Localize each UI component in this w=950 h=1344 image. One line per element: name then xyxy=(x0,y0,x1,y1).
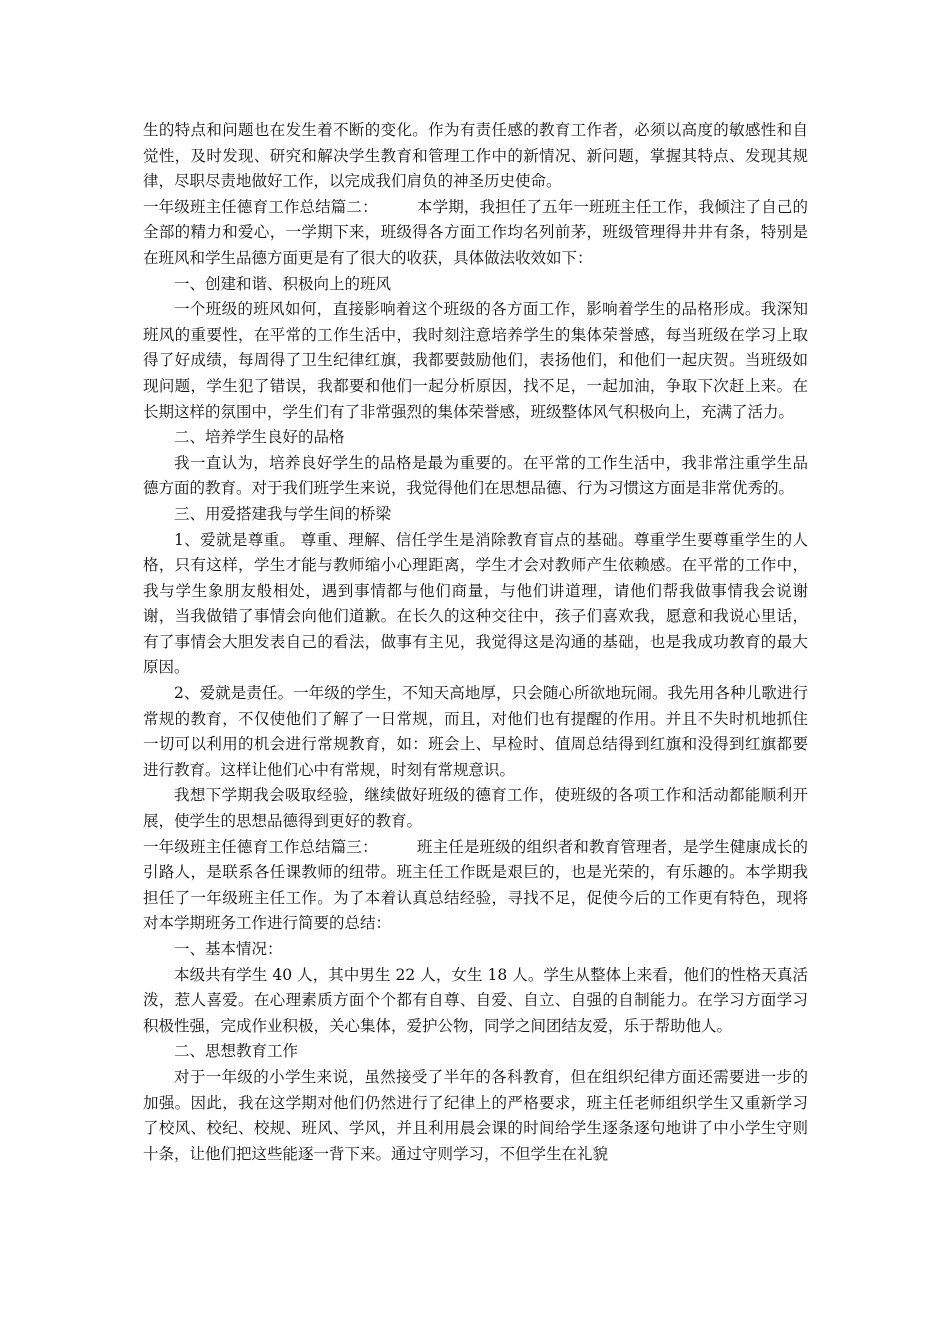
section-heading-character: 二、培养学生良好的品格 xyxy=(174,428,345,447)
paragraph-love-is-respect: 1、爱就是尊重。 尊重、理解、信任学生是消除教育盲点的基础。尊重学生要尊重学生的人格，只有这样，学生才能与教师缩小心理距离，学生才会对教师产生依赖感。在平常的工作中，我与学生象朋友般相处，遇到事情都与他们商量，与他们讲道理，请他们帮我做事情我会说谢谢，当我做错了事情会向他们道歉。在长久的这种交往中，孩子们喜欢我，愿意和我说心里话，有了事情会大胆发表自己的看法，做事有主见，我觉得这是沟通的基础，也是我成功教育的最大原因。 xyxy=(143,530,808,677)
paragraph-continuation: 生的特点和问题也在发生着不断的变化。作为有责任感的教育工作者，必须以高度的敏感性和自觉性，及时发现、研究和解决学生教育和管理工作中的新情况、新问题，掌握其特点、发现其规律，尽职尽责地做好工作，以完成我们肩负的神圣历史使命。 xyxy=(143,121,808,191)
paragraph-ideological-education: 对于一年级的小学生来说，虽然接受了半年的各科教育，但在组织纪律方面还需要进一步的加强。因此，我在这学期对他们仍然进行了纪律上的严格要求，班主任老师组织学生又重新学习了校风、校纪、校规、班风、学风，并且利用晨会课的时间给学生逐条逐句地讲了中小学生守则十条，让他们把这些能逐一背下来。通过守则学习，不但学生在礼貌 xyxy=(143,1067,808,1163)
paragraph-next-term: 我想下学期我会吸取经验，继续做好班级的德育工作，使班级的各项工作和活动都能顺利开展，使学生的思想品德得到更好的教育。 xyxy=(143,786,808,831)
section-heading-class-spirit: 一、创建和谐、积极向上的班风 xyxy=(174,274,392,293)
paragraph-part-three-intro: 一年级班主任德育工作总结篇三： 班主任是班级的组织者和教育管理者，是学生健康成长的引路人，是联系各任课教师的纽带。班主任工作既是艰巨的，也是光荣的，有乐趣的。本学期我担任了一年级班主任工作。为了本着认真总结经验，寻找不足，促使今后的工作更有特色，现将对本学期班务工作进行简要的总结： xyxy=(143,837,808,933)
section-heading-bridge: 三、用爱搭建我与学生间的桥梁 xyxy=(174,504,392,523)
paragraph-part-two-intro: 一年级班主任德育工作总结篇二： 本学期，我担任了五年一班班主任工作，我倾注了自己的全部的精力和爱心，一学期下来，班级得各方面工作均名列前茅，班级管理得井井有条，特别是在班风和学生品德方面更是有了很大的收获，具体做法收效如下： xyxy=(143,197,808,267)
document-page xyxy=(143,118,808,1167)
paragraph-class-spirit: 一个班级的班风如何，直接影响着这个班级的各方面工作，影响着学生的品格形成。我深知班风的重要性，在平常的工作生活中，我时刻注意培养学生的集体荣誉感，每当班级在学习上取得了好成绩，每周得了卫生纪律红旗，我都要鼓励他们，表扬他们，和他们一起庆贺。当班级如现问题，学生犯了错误，我都要和他们一起分析原因，找不足，一起加油，争取下次赶上来。在长期这样的氛围中，学生们有了非常强烈的集体荣誉感，班级整体风气积极向上，充满了活力。 xyxy=(143,300,808,421)
paragraph-basic-info: 本级共有学生 40 人，其中男生 22 人，女生 18 人。学生从整体上来看，他们的性格天真活泼，惹人喜爱。在心理素质方面个个都有自尊、自爱、自立、自强的自制能力。在学习方面学习积极性强，完成作业积极，关心集体，爱护公物，同学之间团结友爱，乐于帮助他人。 xyxy=(143,965,808,1035)
paragraph-character: 我一直认为，培养良好学生的品格是最为重要的。在平常的工作生活中，我非常注重学生品德方面的教育。对于我们班学生来说，我觉得他们在思想品德、行为习惯这方面是非常优秀的。 xyxy=(143,453,808,498)
paragraph-love-is-responsibility: 2、爱就是责任。一年级的学生，不知天高地厚，只会随心所欲地玩闹。我先用各种儿歌进行常规的教育，不仅使他们了解了一日常规，而且，对他们也有提醒的作用。并且不失时机地抓住一切可以利用的机会进行常规教育，如：班会上、早检时、值周总结得到红旗和没得到红旗都要进行教育。这样让他们心中有常规，时刻有常规意识。 xyxy=(143,684,808,779)
section-heading-basic-info: 一、基本情况： xyxy=(174,940,283,958)
section-heading-ideological-education: 二、思想教育工作 xyxy=(174,1042,299,1061)
